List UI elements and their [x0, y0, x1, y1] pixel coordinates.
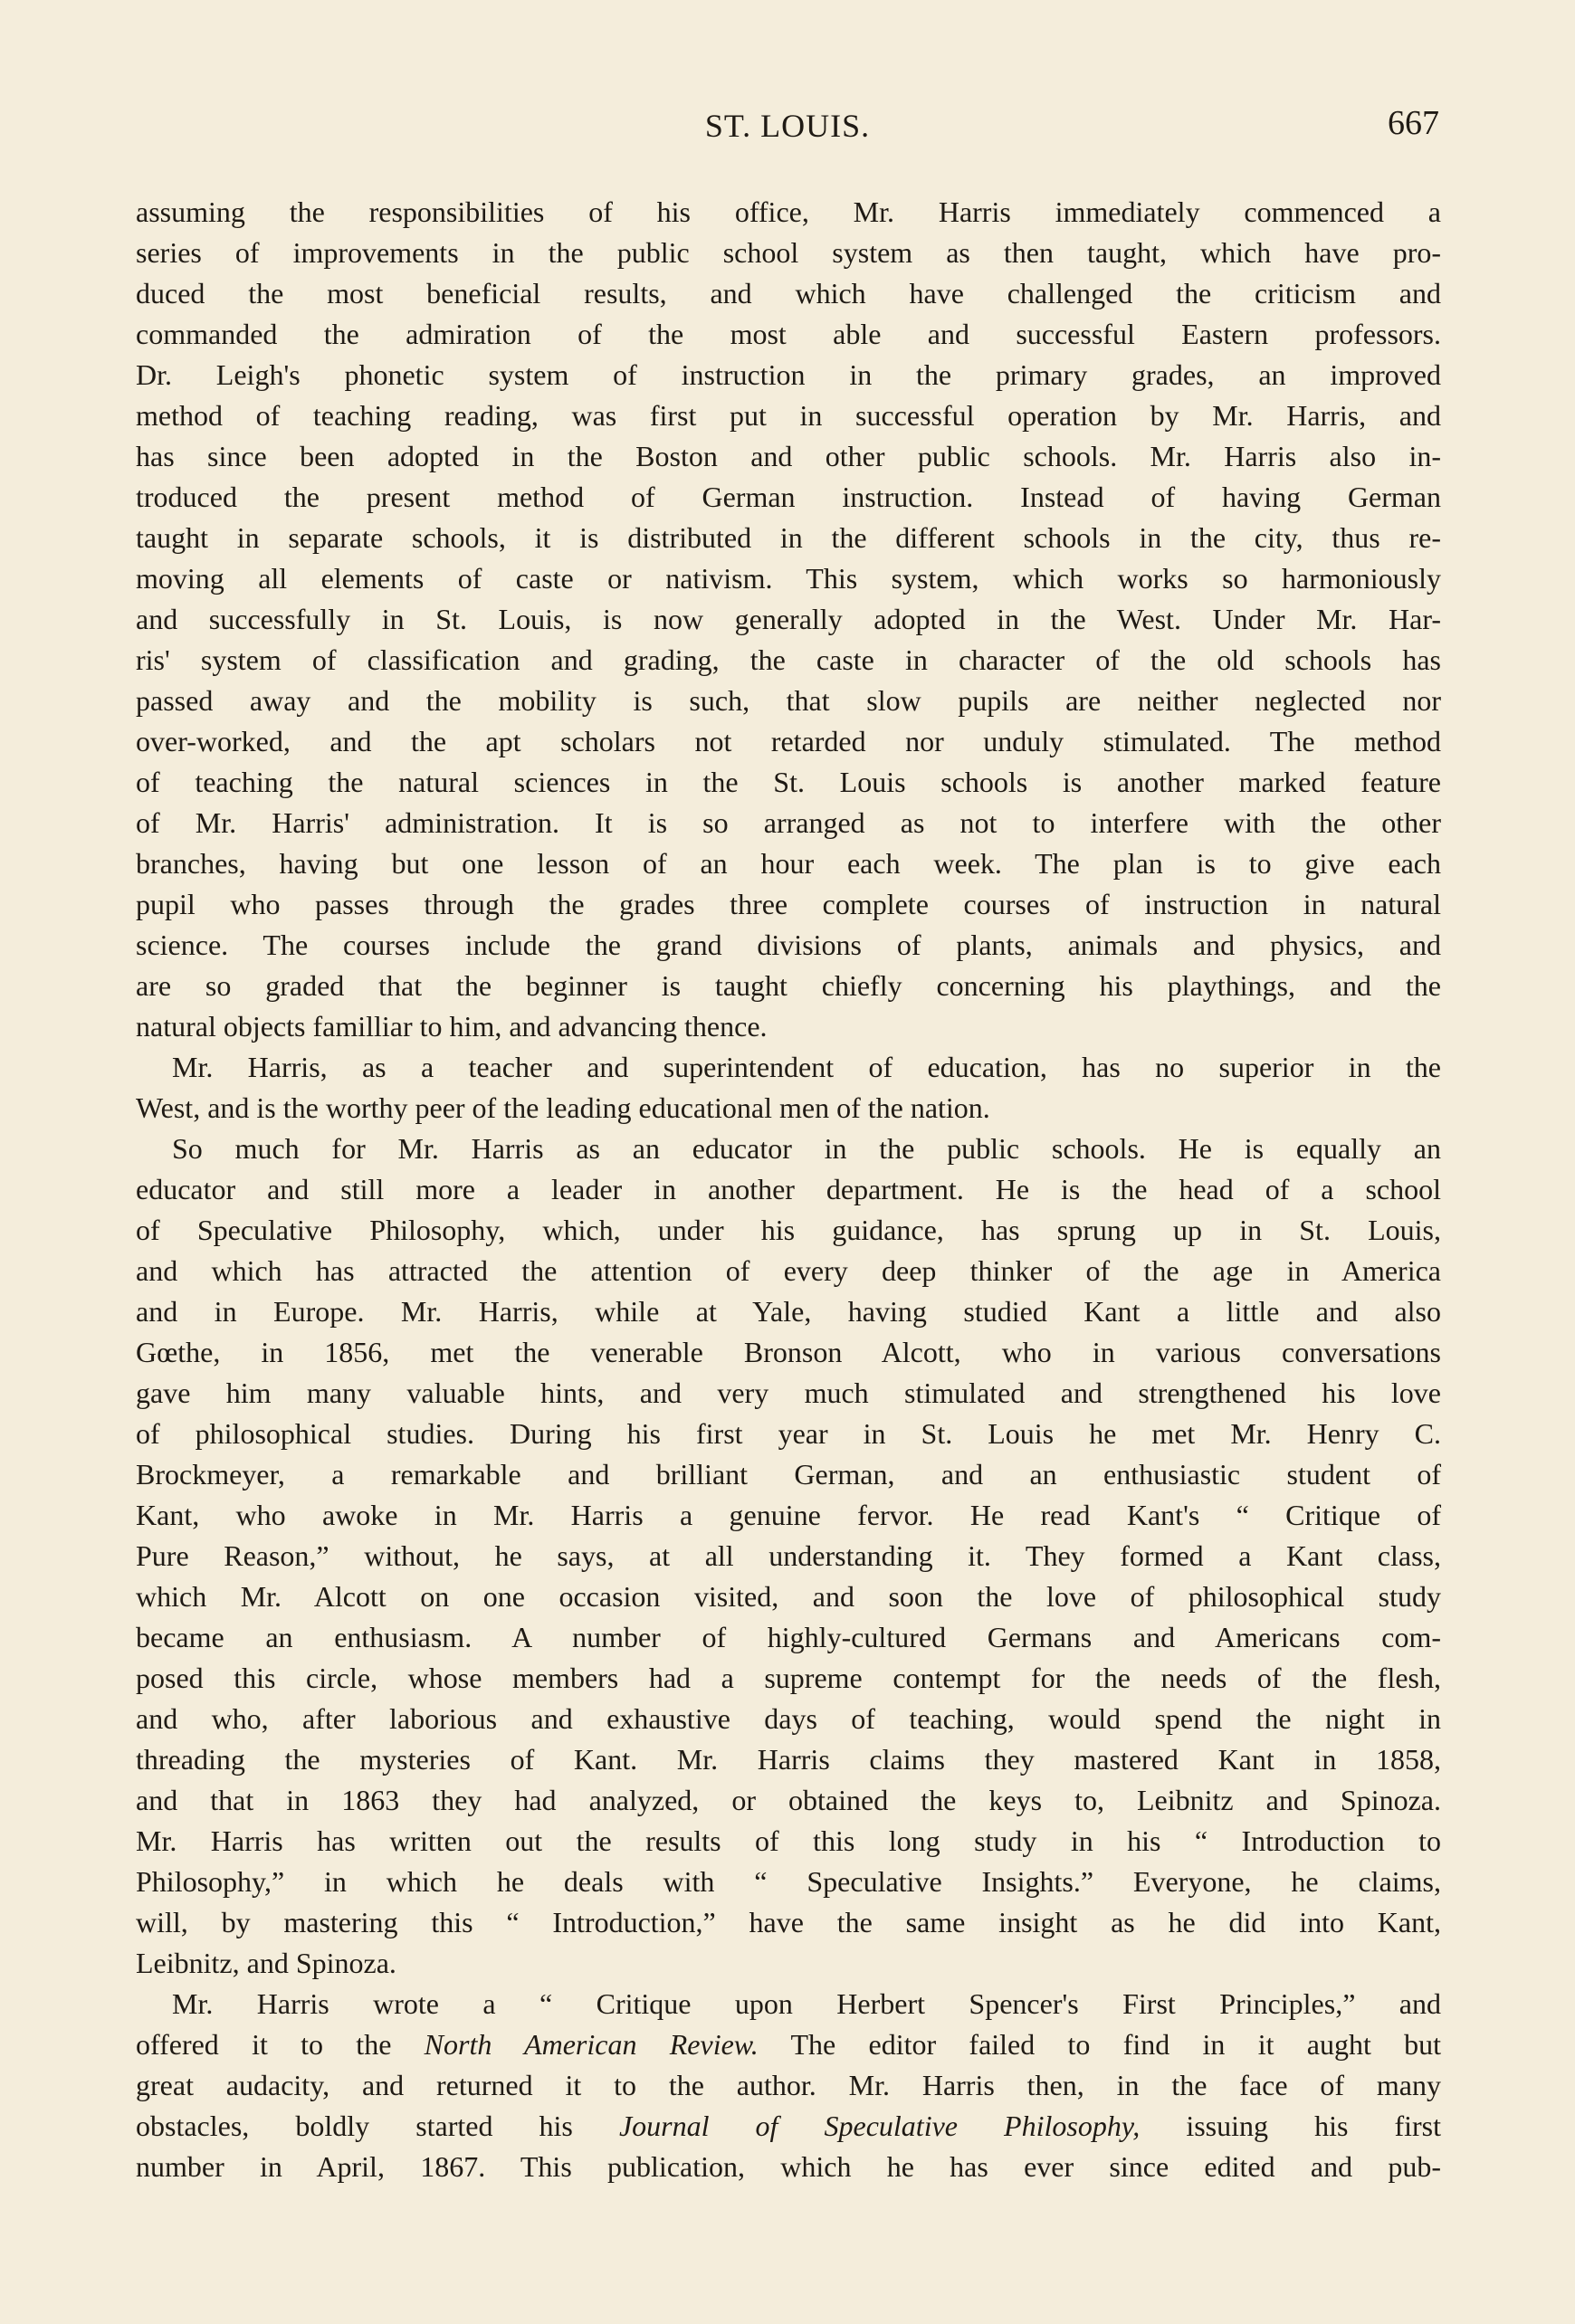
line-text: of Speculative Philosophy, which, under his guidance, has sprung up in St. Louis, — [136, 1214, 1441, 1246]
text-line — [136, 355, 1441, 395]
text-line — [136, 1129, 1441, 1169]
line-text: troduced the present method of German instruction. Instead of having German — [136, 481, 1441, 513]
line-text: duced the most beneficial results, and which have challenged the criticism and — [136, 277, 1441, 310]
line-text: will, by mastering this “ Introduction,” have the same insight as he did into Kant, — [136, 1906, 1441, 1938]
text-lines — [136, 192, 1441, 1984]
line-text: has since been adopted in the Boston and other public schools. Mr. Harris also in- — [136, 440, 1441, 472]
text-line — [136, 1047, 1441, 1088]
text-line — [136, 640, 1441, 681]
line-text: West, and is the worthy peer of the leading educational men of the nation. — [136, 1091, 990, 1124]
running-title: ST. LOUIS. — [704, 108, 871, 144]
text-line — [136, 1495, 1441, 1536]
body-text — [136, 192, 1441, 2187]
journal-title-speculative-philosophy: Journal of Speculative Philosophy, — [618, 2110, 1141, 2142]
text-line — [136, 1617, 1441, 1658]
text-line — [136, 1576, 1441, 1617]
line-text: and in Europe. Mr. Harris, while at Yale, having studied Kant a little and also — [136, 1295, 1441, 1328]
text-line — [136, 518, 1441, 558]
line-text: Mr. Harris has written out the results of this long study in his “ Introduction to — [136, 1824, 1441, 1857]
line-text: science. The courses include the grand divisions of plants, animals and physics, and — [136, 929, 1441, 961]
text-line — [136, 2147, 1441, 2187]
text-line — [136, 681, 1441, 721]
text-line — [136, 2106, 1441, 2147]
text-line — [136, 1454, 1441, 1495]
text-line — [136, 1862, 1441, 1902]
line-text: moving all elements of caste or nativism. This system, which works so harmoniously — [136, 562, 1441, 595]
text-line — [136, 1658, 1441, 1699]
line-text: gave him many valuable hints, and very much stimulated and strengthened his love — [136, 1376, 1441, 1409]
text-line — [136, 1821, 1441, 1862]
line-text: Philosophy,” in which he deals with “ Speculative Insights.” Everyone, he claims, — [136, 1865, 1441, 1898]
line-text: Leibnitz, and Spinoza. — [136, 1947, 396, 1979]
text-line — [136, 1536, 1441, 1576]
text-line — [136, 314, 1441, 355]
text-line — [136, 721, 1441, 762]
text-line — [136, 1291, 1441, 1332]
text-line — [136, 273, 1441, 314]
line-text: Brockmeyer, a remarkable and brilliant German, and an enthusiastic student of — [136, 1458, 1441, 1491]
line-text: threading the mysteries of Kant. Mr. Harris claims they mastered Kant in 1858, — [136, 1743, 1441, 1776]
line-text: assuming the responsibilities of his office, Mr. Harris immediately commenced a — [136, 195, 1441, 228]
line-text: Dr. Leigh's phonetic system of instruction in the primary grades, an improved — [136, 358, 1441, 391]
text-line — [136, 1984, 1441, 2024]
line-text: branches, having but one lesson of an hour each week. The plan is to give each — [136, 847, 1441, 880]
text-line — [136, 477, 1441, 518]
text-line — [136, 233, 1441, 273]
text-line — [136, 1332, 1441, 1373]
line-text: offered it to the — [136, 2028, 425, 2061]
text-line — [136, 1373, 1441, 1414]
text-line — [136, 843, 1441, 884]
line-text: over-worked, and the apt scholars not retarded nor unduly stimulated. The method — [136, 725, 1441, 757]
text-line — [136, 1699, 1441, 1739]
text-line — [136, 1943, 1441, 1984]
text-line — [136, 1088, 1441, 1129]
line-text: of Mr. Harris' administration. It is so arranged as not to interfere with the other — [136, 806, 1441, 839]
line-text: So much for Mr. Harris as an educator in the public schools. He is equally an — [172, 1132, 1441, 1165]
line-text: of philosophical studies. During his first year in St. Louis he met Mr. Henry C. — [136, 1417, 1441, 1450]
line-text: Mr. Harris wrote a “ Critique upon Herbert Spencer's First Principles,” and — [172, 1987, 1441, 2020]
line-text: became an enthusiasm. A number of highly-cultured Germans and Americans com- — [136, 1621, 1441, 1653]
line-text: Gœthe, in 1856, met the venerable Bronson Alcott, who in various conversations — [136, 1336, 1441, 1368]
page-number: 667 — [1388, 104, 1439, 142]
text-line — [136, 762, 1441, 803]
line-text: posed this circle, whose members had a supreme contempt for the needs of the flesh, — [136, 1662, 1441, 1694]
text-line — [136, 599, 1441, 640]
line-text: The editor failed to find in it aught but — [758, 2028, 1442, 2061]
running-head — [136, 104, 1439, 152]
text-line — [136, 925, 1441, 966]
line-text: which Mr. Alcott on one occasion visited, and soon the love of philosophical study — [136, 1580, 1441, 1613]
text-line — [136, 1902, 1441, 1943]
text-line — [136, 1169, 1441, 1210]
text-line — [136, 2024, 1441, 2065]
line-text: series of improvements in the public school system as then taught, which have pro- — [136, 236, 1441, 269]
line-text: educator and still more a leader in another department. He is the head of a school — [136, 1173, 1441, 1205]
text-line — [136, 558, 1441, 599]
line-text: number in April, 1867. This publication, which he has ever since edited and pub- — [136, 2150, 1441, 2183]
text-line — [136, 1739, 1441, 1780]
line-text: and successfully in St. Louis, is now generally adopted in the West. Under Mr. Har- — [136, 603, 1441, 635]
line-text: and that in 1863 they had analyzed, or obtained the keys to, Leibnitz and Spinoza. — [136, 1784, 1441, 1816]
line-text: natural objects familliar to him, and advancing thence. — [136, 1010, 768, 1043]
text-line — [136, 803, 1441, 843]
line-text: passed away and the mobility is such, that slow pupils are neither neglected nor — [136, 684, 1441, 717]
text-line — [136, 192, 1441, 233]
line-text: obstacles, boldly started his — [136, 2110, 619, 2142]
line-text: ris' system of classification and grading, the caste in character of the old schools has — [136, 643, 1441, 676]
text-line — [136, 1006, 1441, 1047]
text-line — [136, 436, 1441, 477]
text-line — [136, 2065, 1441, 2106]
line-text: Kant, who awoke in Mr. Harris a genuine fervor. He read Kant's “ Critique of — [136, 1499, 1441, 1531]
line-text: issuing his first — [1140, 2110, 1442, 2142]
text-line — [136, 395, 1441, 436]
line-text: pupil who passes through the grades three complete courses of instruction in natural — [136, 888, 1441, 920]
line-text: taught in separate schools, it is distributed in the different schools in the city, thus re- — [136, 521, 1441, 554]
text-line — [136, 1780, 1441, 1821]
text-line — [136, 966, 1441, 1006]
line-text: method of teaching reading, was first put in successful operation by Mr. Harris, and — [136, 399, 1441, 432]
line-text: are so graded that the beginner is taught chiefly concerning his playthings, and the — [136, 969, 1441, 1002]
text-line — [136, 1210, 1441, 1251]
line-text: of teaching the natural sciences in the St. Louis schools is another marked feature — [136, 766, 1441, 798]
text-line — [136, 1251, 1441, 1291]
line-text: commanded the admiration of the most able and successful Eastern professors. — [136, 318, 1441, 350]
text-line — [136, 1414, 1441, 1454]
line-text: and who, after laborious and exhaustive days of teaching, would spend the night in — [136, 1702, 1441, 1735]
line-text: Mr. Harris, as a teacher and superintendent of education, has no superior in the — [172, 1051, 1441, 1083]
line-text: great audacity, and returned it to the author. Mr. Harris then, in the face of many — [136, 2069, 1441, 2101]
line-text: and which has attracted the attention of every deep thinker of the age in America — [136, 1254, 1441, 1287]
text-line — [136, 884, 1441, 925]
journal-title-north-american-review: North American Review. — [424, 2028, 759, 2061]
line-text: Pure Reason,” without, he says, at all understanding it. They formed a Kant class, — [136, 1539, 1441, 1572]
